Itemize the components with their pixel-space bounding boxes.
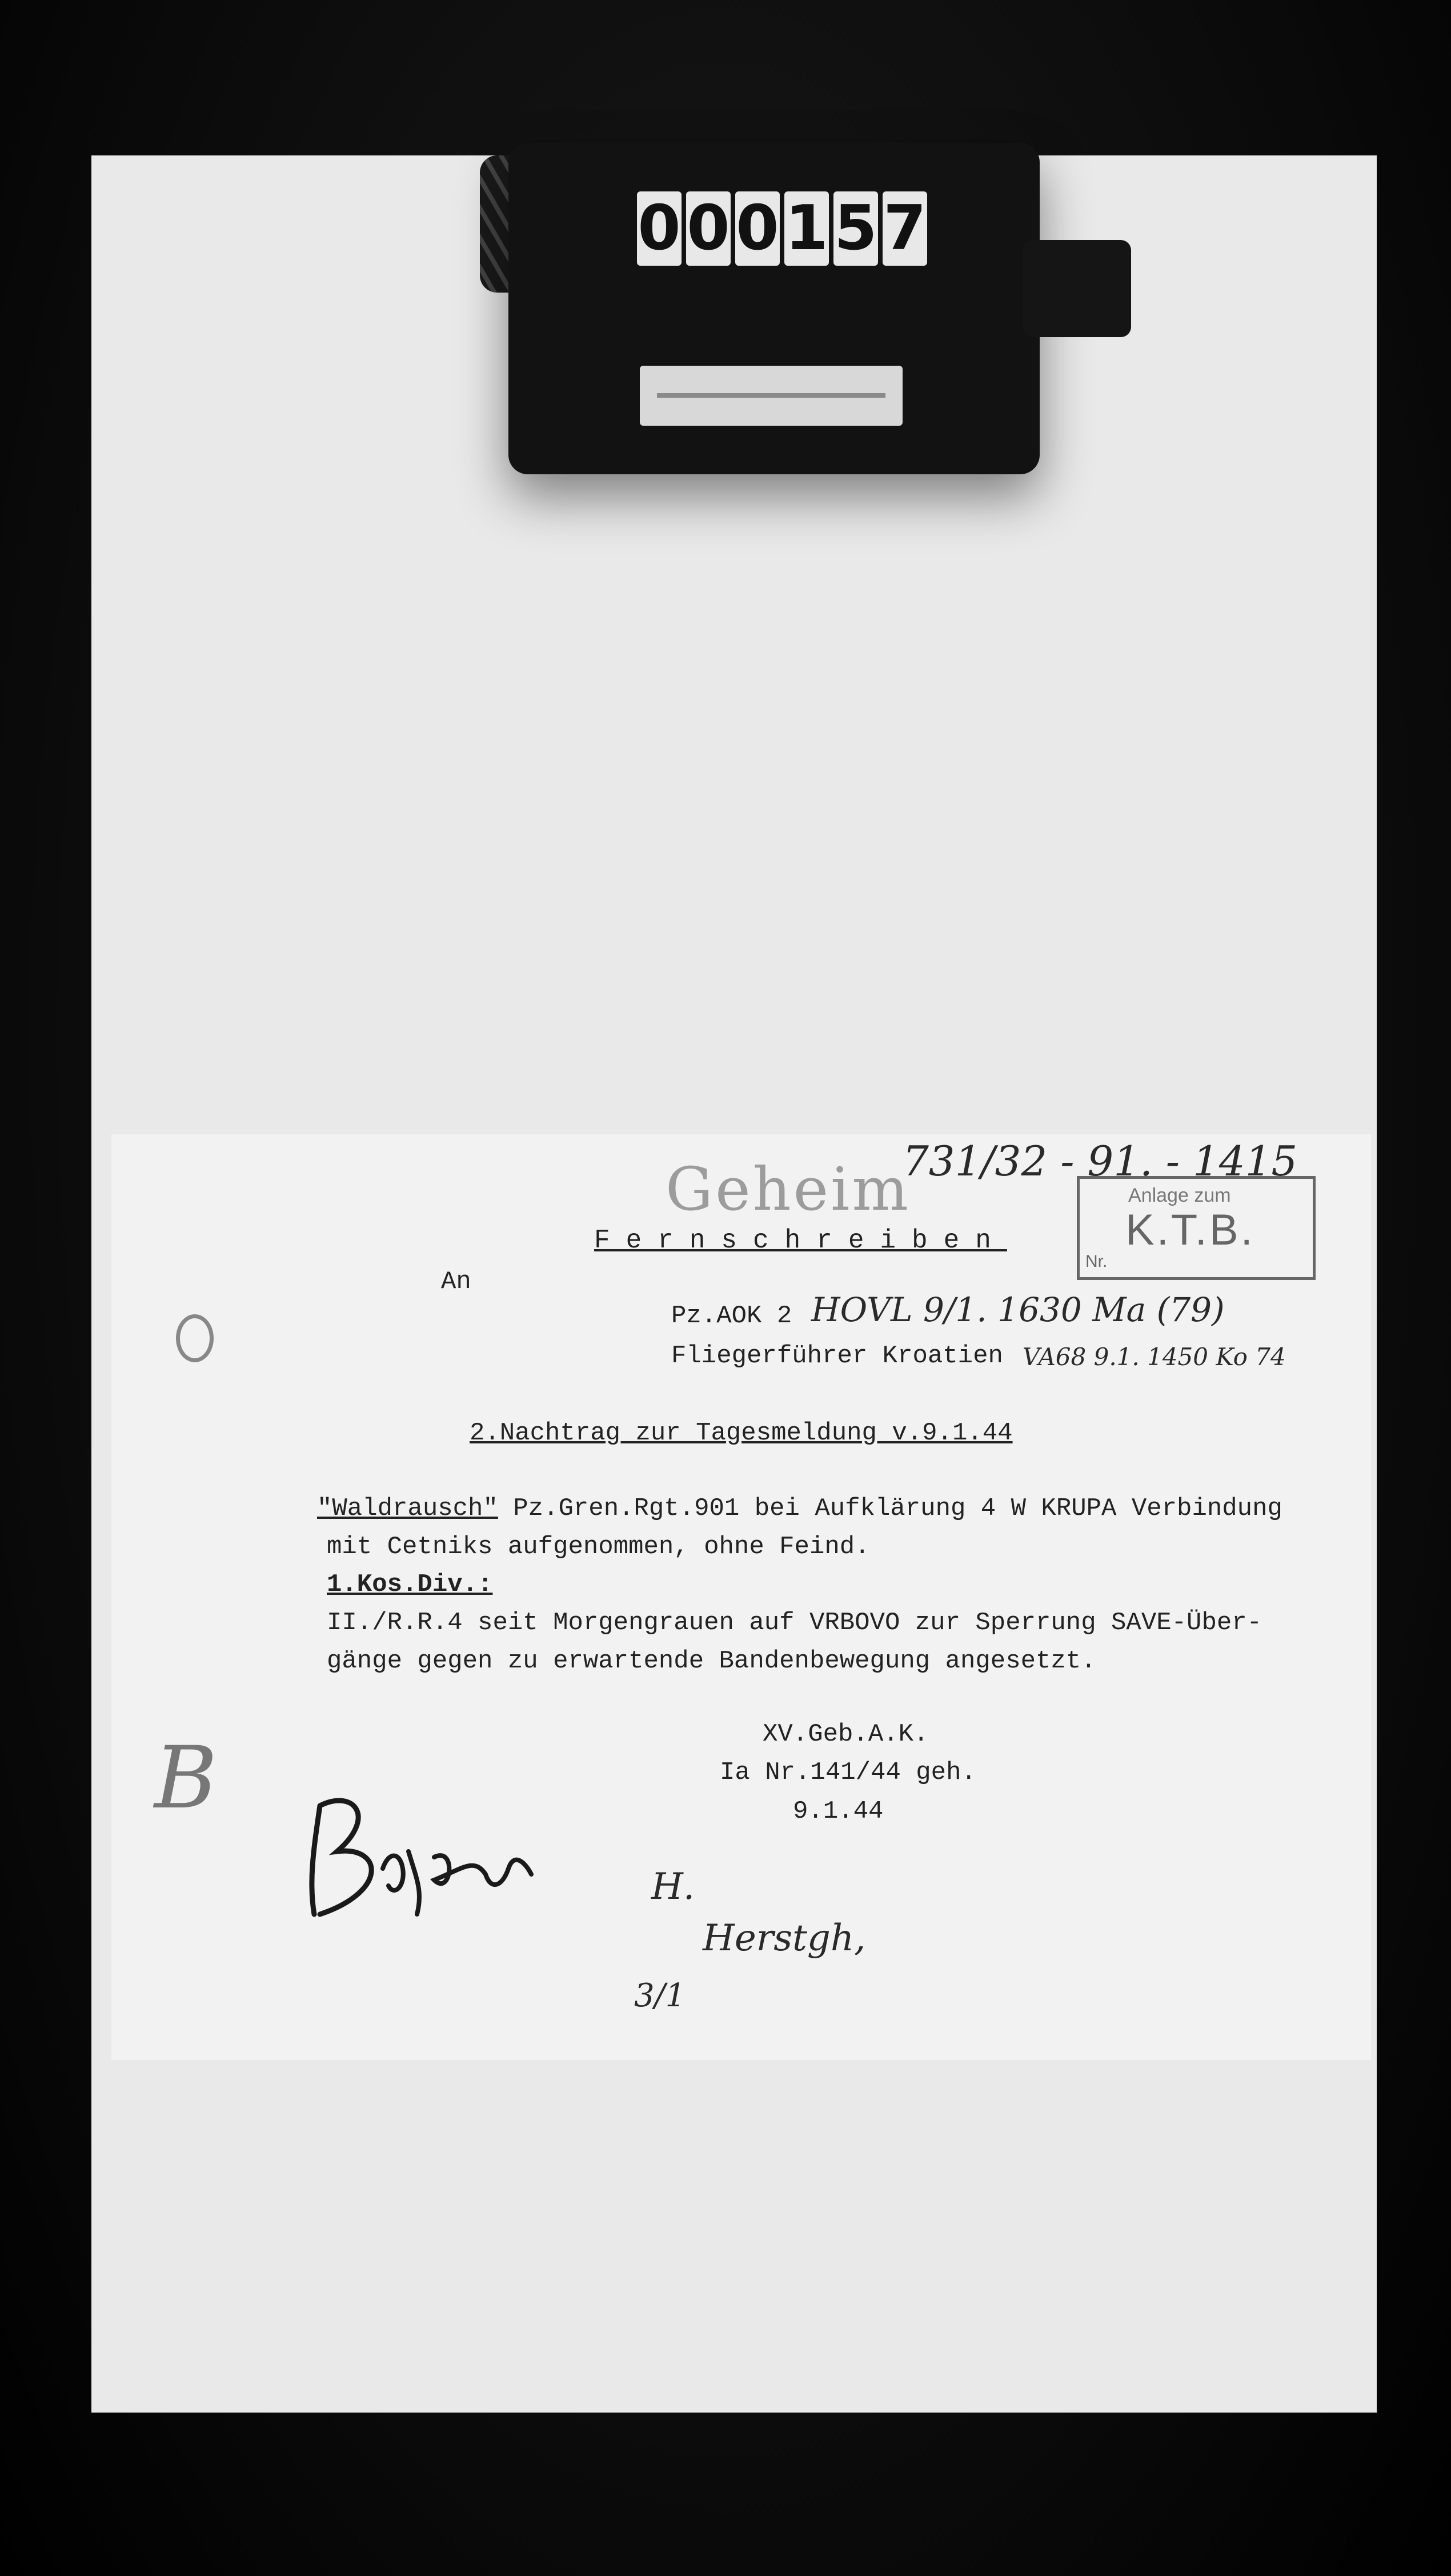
signature <box>303 1783 554 1926</box>
counter-plate <box>640 366 903 426</box>
handwritten-initial: H. <box>651 1866 695 1908</box>
counter-digit: 0 <box>686 191 731 266</box>
counter-digit: 0 <box>637 191 682 266</box>
recipient-1: Pz.AOK 2 <box>671 1302 792 1330</box>
paragraph-1-line-2: mit Cetniks aufgenommen, ohne Feind. <box>327 1533 870 1561</box>
ktb-stamp-nr: Nr. <box>1085 1252 1108 1271</box>
sender-reference: Ia Nr.141/44 geh. <box>720 1758 976 1787</box>
geheim-stamp: Geheim <box>666 1154 911 1224</box>
unit-kos-div: 1.Kos.Div.: <box>327 1570 493 1599</box>
ktb-stamp <box>1077 1176 1316 1280</box>
counter-digit: 0 <box>735 191 780 266</box>
ktb-stamp-title: K.T.B. <box>1125 1206 1255 1254</box>
paragraph-2-line-1: II./R.R.4 seit Morgengrauen auf VRBOVO zur Sperrung SAVE-Über- <box>327 1609 1262 1637</box>
recipient-2: Fliegerführer Kroatien <box>671 1342 1003 1370</box>
handwritten-note: Herstgh, <box>703 1917 866 1959</box>
counter-digit: 5 <box>833 191 878 266</box>
paragraph-1-line-1: Pz.Gren.Rgt.901 bei Aufklärung 4 W KRUPA Verbindung <box>498 1494 1282 1523</box>
unit-waldrausch: "Waldrausch" <box>317 1494 498 1523</box>
document-title: Fernschreiben <box>594 1226 1007 1255</box>
handwritten-mark: B <box>154 1729 218 1828</box>
paragraph-2-line-2: gänge gegen zu erwartende Bandenbewegung angesetzt. <box>327 1647 1096 1675</box>
handwritten-date: 3/1 <box>634 1977 686 2014</box>
counter-digit: 7 <box>883 191 927 266</box>
counter-digits <box>637 191 927 277</box>
sender-unit: XV.Geb.A.K. <box>763 1720 929 1749</box>
subject-line: 2.Nachtrag zur Tagesmeldung v.9.1.44 <box>470 1419 1013 1447</box>
handwritten-reference: 731/32 - 91. - 1415 <box>903 1137 1298 1185</box>
counter-digit: 1 <box>784 191 829 266</box>
recipient-1-note: HOVL 9/1. 1630 Ma (79) <box>811 1290 1225 1329</box>
counter-knob <box>1023 240 1131 337</box>
an-label: An <box>441 1267 471 1296</box>
ktb-stamp-label: Anlage zum <box>1128 1185 1231 1206</box>
sender-date: 9.1.44 <box>793 1797 884 1826</box>
recipient-2-note: VA68 9.1. 1450 Ko 74 <box>1023 1343 1286 1371</box>
punch-hole <box>176 1314 214 1362</box>
